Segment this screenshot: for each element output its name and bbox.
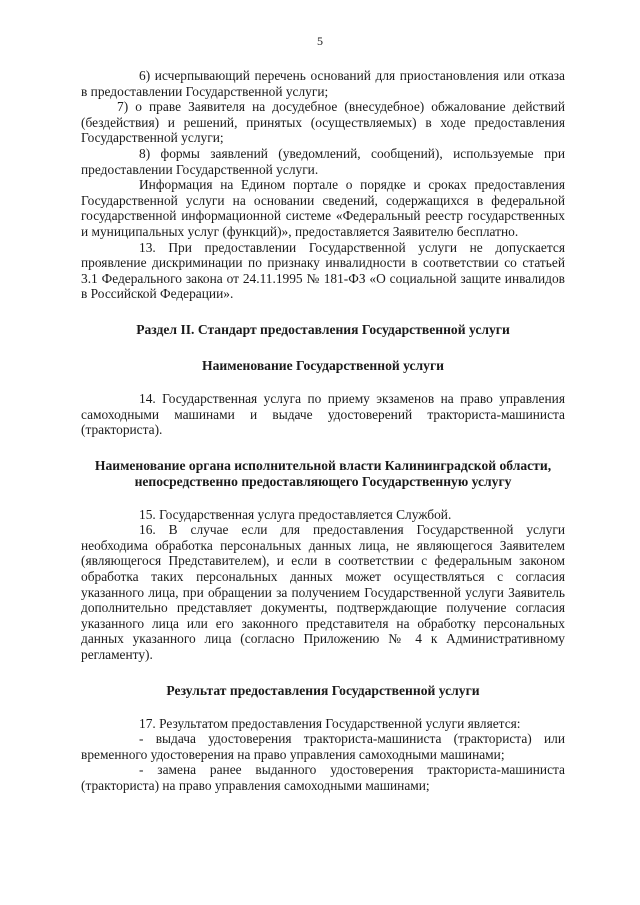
paragraph-13: 13. При предоставлении Государственной услуги не допускается проявление дискриминации по признаку инвалидности в соответствии со статьей 3.1 Федерального закона от 24.11.1995 № 181-ФЗ «О социальной защите инвалидов в Российской Федерации». [81, 239, 565, 302]
paragraph-item-6: 6) исчерпывающий перечень оснований для приостановления или отказа в предоставлении Государственной услуги; [81, 68, 565, 99]
paragraph-16: 16. В случае если для предоставления Государственной услуги необходима обработка персональных данных лица, не являющегося Заявителем (являющегося Представителем), и если в соответствии с федеральным законом обработка таких персональных данных может осуществляться с согласия указанного лица, при обращении за получением Государственной услуги Заявитель дополнительно представляет документы, подтверждающие получение согласия указанного лица или его законного представителя на обработку персональных данных указанного лица (согласно Приложению № 4 к Административному регламенту). [81, 522, 565, 663]
paragraph-item-7: 7) о праве Заявителя на досудебное (внесудебное) обжалование действий (бездействия) и решений, принятых (осуществляемых) в ходе предоставления Государственной услуги; [81, 99, 565, 146]
subheading-authority: Наименование органа исполнительной власти Калининградской области, непосредственно предоставляющего Государственную услугу [94, 457, 552, 489]
paragraph-item-8: 8) формы заявлений (уведомлений, сообщений), используемые при предоставлении Государственной услуги. [81, 145, 565, 177]
subheading-result: Результат предоставления Государственной услуги [166, 682, 480, 698]
list-item-issuance: - выдача удостоверения тракториста-машиниста (тракториста) или временного удостоверения на право управления самоходными машинами; [81, 731, 565, 762]
section-heading: Раздел II. Стандарт предоставления Государственной услуги [136, 321, 510, 337]
document-body [81, 68, 565, 794]
page-number: 5 [317, 34, 323, 48]
paragraph-portal-info: Информация на Едином портале о порядке и сроках предоставления Государственной услуги на основании сведений, содержащихся в федеральной государственной информационной системе «Федеральный реестр государственных и муниципальных услуг (функций)», предоставляется Заявителю бесплатно. [81, 177, 565, 239]
paragraph-14: 14. Государственная услуга по приему экзаменов на право управления самоходными машинами и выдаче удостоверений тракториста-машиниста (тракториста). [81, 390, 565, 438]
paragraph-17: 17. Результатом предоставления Государственной услуги является: [139, 715, 521, 731]
paragraph-15: 15. Государственная услуга предоставляется Службой. [139, 506, 452, 522]
list-item-replacement: - замена ранее выданного удостоверения тракториста-машиниста (тракториста) на право управления самоходными машинами; [81, 762, 565, 793]
subheading-service-name: Наименование Государственной услуги [202, 357, 444, 373]
